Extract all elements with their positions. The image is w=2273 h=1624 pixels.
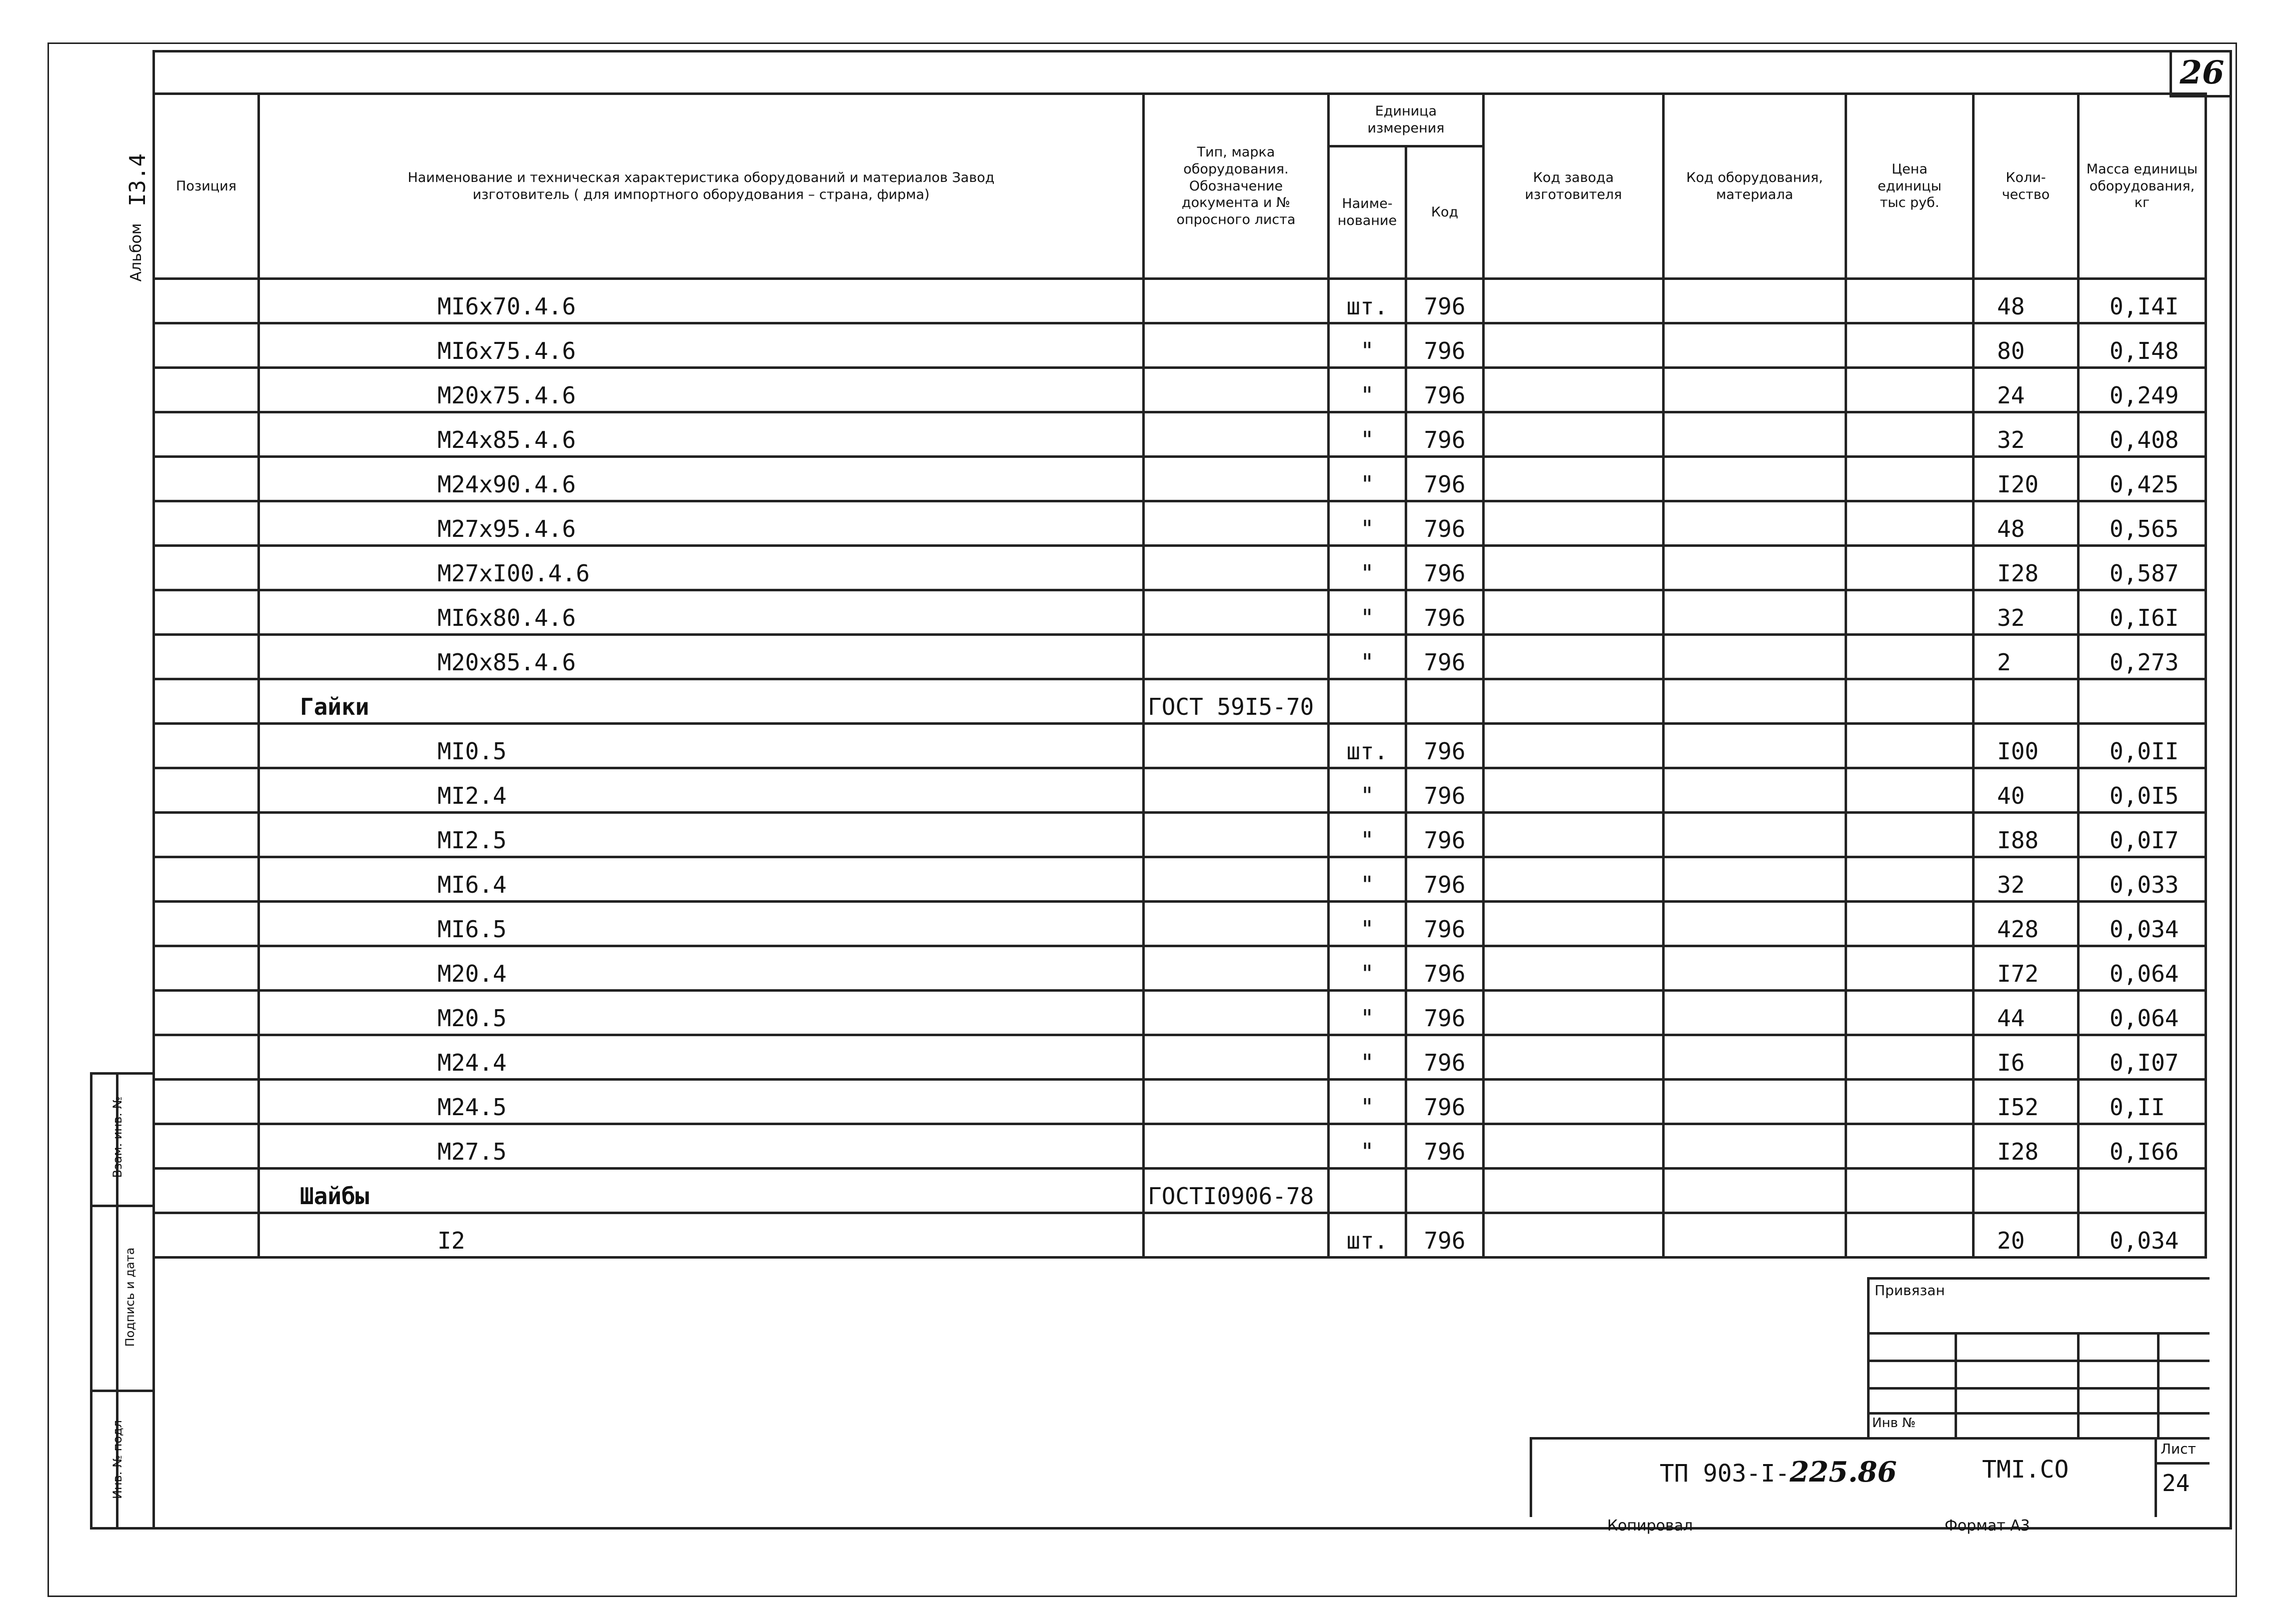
row-type [1144,412,1329,457]
row-code: 796 [1406,323,1484,368]
row-type [1144,590,1329,635]
table-row [154,1213,2206,1258]
row-equipment-code [1664,679,1846,724]
row-equipment-code [1664,1080,1846,1124]
format-label: Формат А3 [1945,1517,2030,1535]
row-unit: шт. [1329,724,1406,768]
row-type [1144,368,1329,412]
row-equipment-code [1664,279,1846,323]
row-mass: 0,0I5 [2079,768,2206,813]
row-name: МI6.5 [259,902,1144,946]
row-equipment-code [1664,1213,1846,1258]
row-quantity: 2 [1974,635,2079,679]
row-position [154,813,259,857]
table-row [154,724,2206,768]
row-factory-code [1484,1080,1664,1124]
row-equipment-code [1664,323,1846,368]
row-equipment-code [1664,946,1846,991]
row-mass: 0,0II [2079,724,2206,768]
row-quantity: I28 [1974,546,2079,590]
row-quantity: 32 [1974,590,2079,635]
row-name: Шайбы [259,1169,1144,1213]
row-position [154,946,259,991]
row-price [1846,546,1974,590]
row-mass: 0,I66 [2079,1124,2206,1169]
row-quantity: 44 [1974,991,2079,1035]
row-position [154,1213,259,1258]
row-name: Гайки [259,679,1144,724]
table-row [154,902,2206,946]
row-unit: " [1329,501,1406,546]
row-name: М27.5 [259,1124,1144,1169]
row-name: МI6x80.4.6 [259,590,1144,635]
row-code [1406,1169,1484,1213]
row-mass: 0,425 [2079,457,2206,501]
row-quantity: 40 [1974,768,2079,813]
row-code: 796 [1406,412,1484,457]
album-label: Альбом [127,223,145,282]
row-quantity: I72 [1974,946,2079,991]
header-factory-code: Код завода изготовителя [1484,94,1664,279]
row-code: 796 [1406,857,1484,902]
row-quantity: 24 [1974,368,2079,412]
row-price [1846,857,1974,902]
row-position [154,546,259,590]
row-code: 796 [1406,1080,1484,1124]
table-row [154,946,2206,991]
sheet-number: 26 [2170,50,2232,97]
row-unit: " [1329,323,1406,368]
row-equipment-code [1664,991,1846,1035]
row-type [1144,1213,1329,1258]
row-factory-code [1484,1035,1664,1080]
row-code: 796 [1406,768,1484,813]
row-code: 796 [1406,991,1484,1035]
row-factory-code [1484,1169,1664,1213]
row-unit: " [1329,590,1406,635]
row-name: МI6x75.4.6 [259,323,1144,368]
row-equipment-code [1664,724,1846,768]
row-position [154,902,259,946]
row-factory-code [1484,412,1664,457]
row-name: М24x85.4.6 [259,412,1144,457]
row-code: 796 [1406,546,1484,590]
side-stamp-row-line [90,1390,155,1392]
specification-table [152,92,2207,1259]
row-mass: 0,033 [2079,857,2206,902]
row-quantity: 48 [1974,501,2079,546]
header-mass: Масса единицы оборудования, кг [2079,94,2206,279]
row-position [154,368,259,412]
row-code [1406,679,1484,724]
row-quantity: 20 [1974,1213,2079,1258]
header-equipment-code: Код оборудования, материала [1664,94,1846,279]
table-row [154,279,2206,323]
side-stamp-row-line [90,1205,155,1207]
row-unit: " [1329,902,1406,946]
row-mass: 0,034 [2079,1213,2206,1258]
list-number: 24 [2162,1470,2190,1497]
row-type [1144,457,1329,501]
row-unit: " [1329,1035,1406,1080]
row-price [1846,1124,1974,1169]
privyazan-col [2077,1332,2080,1440]
row-quantity: 80 [1974,323,2079,368]
header-name: Наименование и техническая характеристика оборудований и материалов Завод изготовитель ( для импортного оборудования – страна, фирма) [259,94,1144,279]
row-type [1144,946,1329,991]
row-quantity: 428 [1974,902,2079,946]
row-unit: " [1329,991,1406,1035]
row-price [1846,946,1974,991]
row-type [1144,857,1329,902]
row-position [154,1124,259,1169]
row-position [154,679,259,724]
privyazan-label: Привязан [1875,1282,1945,1299]
row-position [154,768,259,813]
row-factory-code [1484,857,1664,902]
table-row [154,1035,2206,1080]
row-equipment-code [1664,590,1846,635]
row-factory-code [1484,724,1664,768]
row-unit: шт. [1329,1213,1406,1258]
header-quantity: Коли-чество [1974,94,2079,279]
row-name: М24.5 [259,1080,1144,1124]
row-code: 796 [1406,457,1484,501]
row-code: 796 [1406,946,1484,991]
row-type [1144,323,1329,368]
row-name: М20x75.4.6 [259,368,1144,412]
row-price [1846,1080,1974,1124]
row-name: МI6x70.4.6 [259,279,1144,323]
row-position [154,857,259,902]
header-type: Тип, марка оборудования. Обозначение документа и № опросного листа [1144,94,1329,279]
row-unit: " [1329,546,1406,590]
side-stamp-vzam-inv: Взам. инв. № [110,1096,124,1178]
row-type [1144,279,1329,323]
table-row [154,501,2206,546]
kopiroval-label: Копировал [1607,1517,1693,1535]
row-code: 796 [1406,1124,1484,1169]
table-row [154,1124,2206,1169]
table-row [154,1080,2206,1124]
row-quantity [1974,1169,2079,1213]
header-unit-name: Наиме-нование [1329,146,1406,279]
row-equipment-code [1664,412,1846,457]
row-position [154,279,259,323]
row-name: М27xI00.4.6 [259,546,1144,590]
row-factory-code [1484,1124,1664,1169]
row-type [1144,1035,1329,1080]
row-name: I2 [259,1213,1144,1258]
row-code: 796 [1406,279,1484,323]
row-factory-code [1484,946,1664,991]
row-unit: " [1329,412,1406,457]
row-unit: " [1329,1124,1406,1169]
table-row [154,457,2206,501]
row-name: М20.4 [259,946,1144,991]
row-factory-code [1484,635,1664,679]
row-quantity: I28 [1974,1124,2079,1169]
row-factory-code [1484,368,1664,412]
row-price [1846,323,1974,368]
row-unit: " [1329,857,1406,902]
doc-number: ТП 903-I- [1660,1460,1790,1488]
table-row [154,768,2206,813]
row-factory-code [1484,590,1664,635]
row-mass: 0,064 [2079,991,2206,1035]
row-position [154,724,259,768]
table-row [154,991,2206,1035]
row-price [1846,902,1974,946]
row-type [1144,1080,1329,1124]
privyazan-col [1955,1332,1957,1440]
row-price [1846,457,1974,501]
row-price [1846,724,1974,768]
table-row [154,1169,2206,1213]
row-name: М24.4 [259,1035,1144,1080]
table-row [154,368,2206,412]
row-factory-code [1484,902,1664,946]
row-mass: 0,565 [2079,501,2206,546]
row-unit [1329,679,1406,724]
row-equipment-code [1664,813,1846,857]
row-code: 796 [1406,501,1484,546]
list-label: Лист [2161,1441,2196,1457]
row-equipment-code [1664,857,1846,902]
row-unit: " [1329,635,1406,679]
row-unit: " [1329,946,1406,991]
header-unit-code: Код [1406,146,1484,279]
row-position [154,1080,259,1124]
row-position [154,457,259,501]
row-factory-code [1484,813,1664,857]
row-code: 796 [1406,1213,1484,1258]
row-quantity: 32 [1974,412,2079,457]
row-equipment-code [1664,768,1846,813]
row-name: МI0.5 [259,724,1144,768]
row-price [1846,1169,1974,1213]
row-type: ГОСТ 59I5-70 [1144,679,1329,724]
table-row [154,679,2206,724]
row-price [1846,412,1974,457]
row-quantity: I88 [1974,813,2079,857]
row-factory-code [1484,546,1664,590]
row-factory-code [1484,323,1664,368]
row-quantity: 32 [1974,857,2079,902]
row-equipment-code [1664,368,1846,412]
row-code: 796 [1406,902,1484,946]
row-price [1846,768,1974,813]
row-equipment-code [1664,457,1846,501]
row-position [154,590,259,635]
row-position [154,501,259,546]
row-name: М27x95.4.6 [259,501,1144,546]
row-unit [1329,1169,1406,1213]
row-quantity: I00 [1974,724,2079,768]
row-mass: 0,II [2079,1080,2206,1124]
row-code: 796 [1406,1035,1484,1080]
side-stamp-signature-date: Подпись и дата [123,1247,137,1347]
row-price [1846,501,1974,546]
row-mass: 0,249 [2079,368,2206,412]
row-unit: " [1329,1080,1406,1124]
row-price [1846,368,1974,412]
row-mass: 0,I48 [2079,323,2206,368]
row-name: М20.5 [259,991,1144,1035]
row-equipment-code [1664,1035,1846,1080]
row-price [1846,679,1974,724]
row-mass: 0,273 [2079,635,2206,679]
row-unit: " [1329,457,1406,501]
row-equipment-code [1664,635,1846,679]
row-mass: 0,I6I [2079,590,2206,635]
row-type [1144,724,1329,768]
row-mass [2079,679,2206,724]
table-row [154,412,2206,457]
table-row [154,857,2206,902]
row-factory-code [1484,991,1664,1035]
row-code: 796 [1406,635,1484,679]
row-position [154,412,259,457]
row-equipment-code [1664,546,1846,590]
row-code: 796 [1406,590,1484,635]
row-equipment-code [1664,1124,1846,1169]
row-factory-code [1484,679,1664,724]
row-type [1144,546,1329,590]
row-type [1144,902,1329,946]
row-type: ГОСТI0906-78 [1144,1169,1329,1213]
row-factory-code [1484,457,1664,501]
row-name: М24x90.4.6 [259,457,1144,501]
row-equipment-code [1664,902,1846,946]
row-mass: 0,587 [2079,546,2206,590]
row-price [1846,813,1974,857]
header-position: Позиция [154,94,259,279]
row-position [154,991,259,1035]
row-mass: 0,034 [2079,902,2206,946]
row-mass: 0,I07 [2079,1035,2206,1080]
row-type [1144,501,1329,546]
row-type [1144,635,1329,679]
row-position [154,1169,259,1213]
header-unit-group: Единица измерения [1329,94,1484,146]
side-stamp-inv-no-podl: Инв. № подл [110,1420,124,1499]
row-code: 796 [1406,724,1484,768]
row-price [1846,590,1974,635]
inv-no-label: Инв № [1872,1416,1916,1431]
row-name: МI2.5 [259,813,1144,857]
row-mass: 0,0I7 [2079,813,2206,857]
row-unit: шт. [1329,279,1406,323]
row-mass: 0,064 [2079,946,2206,991]
row-name: МI6.4 [259,857,1144,902]
table-row [154,635,2206,679]
table-row [154,813,2206,857]
row-position [154,1035,259,1080]
row-equipment-code [1664,501,1846,546]
row-unit: " [1329,368,1406,412]
row-quantity: I6 [1974,1035,2079,1080]
row-quantity [1974,679,2079,724]
list-row-divider [2155,1462,2210,1465]
row-unit: " [1329,813,1406,857]
list-col-divider [2155,1437,2157,1517]
row-type [1144,1124,1329,1169]
table-row [154,590,2206,635]
row-factory-code [1484,1213,1664,1258]
row-mass [2079,1169,2206,1213]
row-quantity: I20 [1974,457,2079,501]
doc-code: ТМI.СО [1982,1456,2069,1484]
table-row [154,323,2206,368]
row-price [1846,279,1974,323]
table-row [154,546,2206,590]
row-equipment-code [1664,1169,1846,1213]
album-number: I3.4 [125,153,150,206]
row-quantity: I52 [1974,1080,2079,1124]
row-position [154,635,259,679]
row-factory-code [1484,279,1664,323]
header-price: Цена единицы тыс руб. [1846,94,1974,279]
row-unit: " [1329,768,1406,813]
row-factory-code [1484,768,1664,813]
row-type [1144,813,1329,857]
row-price [1846,635,1974,679]
privyazan-col [2157,1332,2160,1440]
row-type [1144,991,1329,1035]
doc-number-hand: 225.86 [1790,1456,1897,1489]
row-type [1144,768,1329,813]
row-code: 796 [1406,813,1484,857]
doc-number-block [1660,1456,1897,1489]
row-quantity: 48 [1974,279,2079,323]
row-price [1846,1035,1974,1080]
row-factory-code [1484,501,1664,546]
row-price [1846,991,1974,1035]
row-code: 796 [1406,368,1484,412]
row-mass: 0,408 [2079,412,2206,457]
row-mass: 0,I4I [2079,279,2206,323]
row-price [1846,1213,1974,1258]
row-position [154,323,259,368]
row-name: М20x85.4.6 [259,635,1144,679]
row-name: МI2.4 [259,768,1144,813]
